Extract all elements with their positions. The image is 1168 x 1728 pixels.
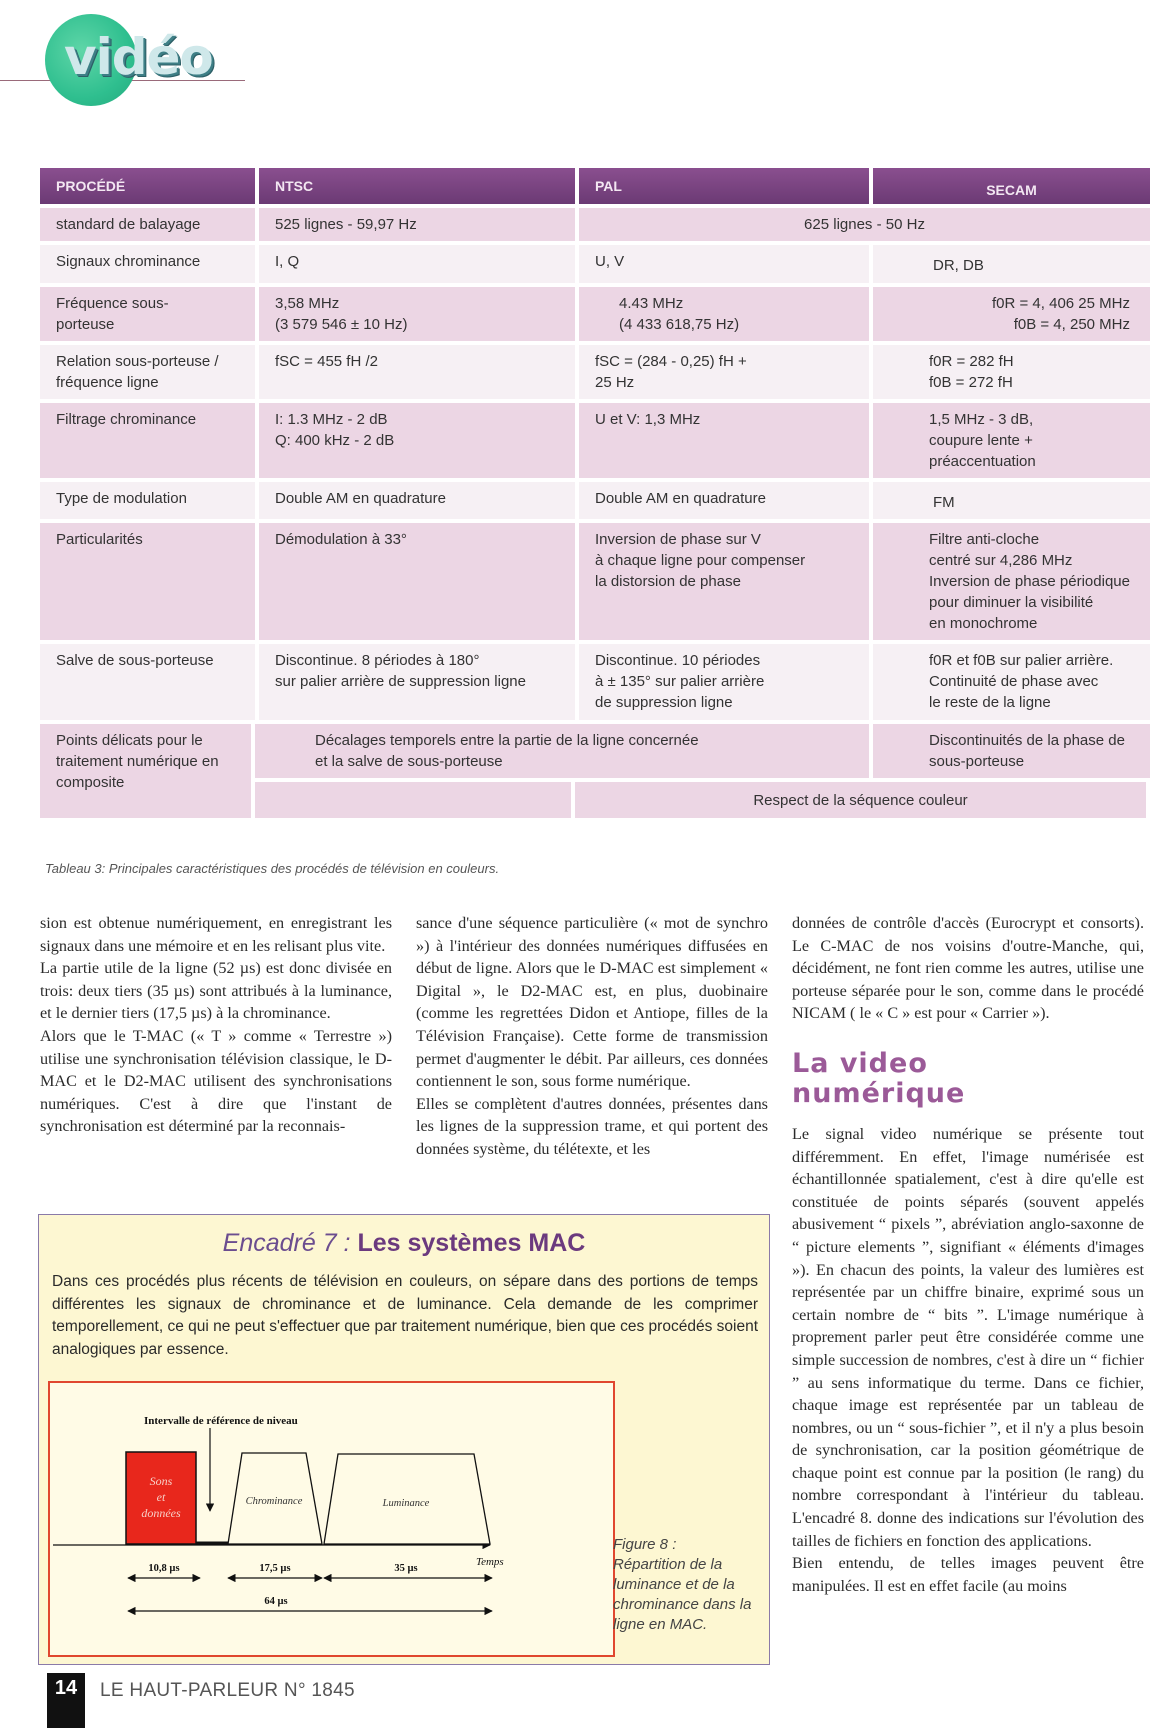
cell-line: f0R = 282 fH	[929, 353, 1014, 370]
row-label	[40, 208, 255, 241]
cell-line: sous-porteuse	[929, 753, 1025, 770]
cell-empty	[255, 782, 571, 818]
header-procede: PROCÉDÉ	[40, 168, 255, 204]
paragraph: Elles se complètent d'autres données, présentes dans les lignes de la suppression trame, et qui portent des données système, du télétexte, et les	[416, 1094, 768, 1158]
row-label	[40, 523, 255, 640]
cell-pal	[579, 403, 869, 478]
cell-line: Continuité de phase avec	[929, 673, 1099, 690]
page-number: 14	[47, 1673, 85, 1728]
text-column-3	[792, 912, 1144, 1597]
cell-secam	[873, 724, 1150, 778]
paragraph: sion est obtenue numériquement, en enregistrant les signaux dans une mémoire et en les relisant plus vite.	[40, 914, 392, 955]
magazine-name: LE HAUT-PARLEUR N° 1845	[100, 1680, 355, 1701]
cell-line: U et V: 1,3 MHz	[595, 411, 701, 428]
cell-line: pour diminuer la visibilité	[929, 594, 1094, 611]
cell-line: en monochrome	[929, 615, 1038, 632]
column-3-paragraph: Bien entendu, de telles images peuvent être manipulées. Il est en effet facile (au moins	[792, 1554, 1144, 1595]
cell-secam	[873, 245, 1150, 283]
row-label	[40, 482, 255, 519]
cell-secam	[873, 644, 1150, 720]
cell-ntsc	[259, 208, 575, 241]
cell-line: la distorsion de phase	[595, 573, 741, 590]
cell-line: U, V	[595, 253, 625, 270]
cell-ntsc	[259, 245, 575, 283]
cell-line: Double AM en quadrature	[595, 490, 766, 507]
cell-line: Inversion de phase périodique	[929, 573, 1130, 590]
cell-line: fSC = (284 - 0,25) fH +	[595, 353, 747, 370]
cell-line: Inversion de phase sur V	[595, 531, 761, 548]
paragraph: La partie utile de la ligne (52 µs) est donc divisée en trois: deux tiers (35 µs) sont attribués à la luminance, et le dernier tiers (17,5 µs) à la chrominance.	[40, 959, 392, 1023]
cell-secam	[873, 403, 1150, 478]
table-caption: Tableau 3: Principales caractéristiques des procédés de télévision en couleurs.	[45, 861, 500, 876]
ref-interval-label: Intervalle de référence de niveau	[144, 1415, 298, 1427]
spec-table	[40, 168, 1150, 822]
merged-cells	[255, 724, 1150, 818]
cell-line: Particularités	[56, 531, 143, 548]
cell-line: Démodulation à 33°	[275, 531, 407, 548]
cell-ntsc	[259, 403, 575, 478]
figure-8-caption	[613, 1535, 763, 1635]
table-body	[40, 208, 1150, 818]
paragraph: Alors que le T-MAC (« T » comme « Terrestre ») utilise une synchronisation télévision classique, le D-MAC et le D2-MAC utilisent des synchronisations numériques. C'est à dire que l'instant de synchronisation est déterminé par la reconnais-	[40, 1026, 392, 1136]
cell-line: le reste de la ligne	[929, 694, 1051, 711]
sidebar-box-mac	[38, 1214, 770, 1665]
mac-line-diagram	[50, 1383, 613, 1655]
cell-ntsc	[259, 287, 575, 341]
cell-pal	[579, 287, 869, 341]
cell-line: de suppression ligne	[595, 694, 733, 711]
cell-line: (3 579 546 ± 10 Hz)	[275, 316, 408, 333]
cell-line: 525 lignes - 59,97 Hz	[275, 216, 417, 233]
cell-line: Discontinuités de la phase de	[929, 732, 1125, 749]
cell-ntsc	[259, 482, 575, 519]
box-title	[39, 1229, 769, 1258]
cell-pal	[579, 644, 869, 720]
header-secam: SECAM	[873, 168, 1150, 204]
section-heading	[792, 1049, 1144, 1109]
cell-ntsc	[259, 345, 575, 399]
table-row	[40, 724, 1150, 818]
cell-line: 625 lignes - 50 Hz	[804, 216, 925, 233]
cell-line: 3,58 MHz	[275, 295, 340, 312]
cell-line: Signaux chrominance	[56, 253, 201, 270]
cell-pal	[579, 345, 869, 399]
cell-pal-secam	[575, 782, 1146, 818]
cell-secam	[873, 345, 1150, 399]
figure-caption-line: chrominance dans la	[613, 1596, 752, 1613]
figure-caption-line: Répartition de la	[613, 1556, 723, 1573]
table-row	[40, 523, 1150, 640]
cell-line: à chaque ligne pour compenser	[595, 552, 806, 569]
table-row	[40, 345, 1150, 399]
cell-line: porteuse	[56, 316, 115, 333]
figure-caption-line: luminance et de la	[613, 1576, 735, 1593]
cell-line: fréquence ligne	[56, 374, 159, 391]
sons-label-3: données	[141, 1506, 181, 1520]
cell-secam	[873, 482, 1150, 519]
cell-line: Double AM en quadrature	[275, 490, 446, 507]
column-3-paragraph: Le signal video numérique se présente tout différemment. En effet, l'image numérisée est échantillonnée spatialement, c'est à dire qu'elle est constituée de points séparés (souvent appelés abusivement “ pixels ”, abréviation anglo-saxonne de “ picture elements ”, signifiant « éléments d'images »). En chacun des points, la valeur des lumières est représentée par un chiffre binaire, exprimé sous un certain nombre de “ bits ”. L'image numérique à proprement parler peut être considérée comme une simple succession de nombres, c'est à dire un “ fichier ” au sens informatique du terme. Dans ce fichier, chaque image est représentée par un tableau de nombres, ou un “ sous-fichier ”, et il n'y a plus besoin de synchronisation, car la position géométrique de chaque point est connue par la position (le rang) du nombre correspondant à l'intérieur du tableau. L'encadré 8. donne des indications sur l'évolution des tailles de fichiers en fonction des applications.	[792, 1124, 1144, 1550]
sons-label-2: et	[156, 1490, 166, 1504]
dim-label-chroma: 17,5 µs	[259, 1563, 291, 1574]
time-axis-label: Temps	[476, 1556, 504, 1568]
cell-line: (4 433 618,75 Hz)	[619, 316, 740, 333]
cell-ntsc	[259, 523, 575, 640]
cell-secam	[873, 287, 1150, 341]
table-row	[40, 245, 1150, 283]
row-label	[40, 724, 251, 818]
sons-label-1: Sons	[149, 1474, 173, 1488]
cell-pal	[579, 482, 869, 519]
header-ntsc: NTSC	[259, 168, 575, 204]
cell-line: f0R = 4, 406 25 MHz	[992, 295, 1130, 312]
cell-line: I, Q	[275, 253, 300, 270]
table-row	[40, 482, 1150, 519]
cell-line: coupure lente +	[929, 432, 1033, 449]
cell-line: Type de modulation	[56, 490, 187, 507]
cell-line: et la salve de sous-porteuse	[315, 753, 503, 770]
header-pal: PAL	[579, 168, 869, 204]
table-row	[40, 287, 1150, 341]
cell-pal	[579, 523, 869, 640]
cell-line: Relation sous-porteuse /	[56, 353, 219, 370]
dim-label-luma: 35 µs	[394, 1563, 418, 1574]
figure-caption-line: Figure 8 :	[613, 1536, 677, 1553]
cell-ntsc	[259, 644, 575, 720]
cell-line: fSC = 455 fH /2	[275, 353, 378, 370]
cell-line: à ± 135° sur palier arrière	[595, 673, 765, 690]
row-label	[40, 345, 255, 399]
cell-line: traitement numérique en	[56, 753, 219, 770]
cell-line: composite	[56, 774, 125, 791]
cell-line: f0B = 272 fH	[929, 374, 1013, 391]
dim-label-sons: 10,8 µs	[148, 1563, 180, 1574]
table-row	[40, 208, 1150, 241]
chrominance-label: Chrominance	[245, 1496, 303, 1507]
cell-pal	[579, 245, 869, 283]
row-label	[40, 287, 255, 341]
box-text: Dans ces procédés plus récents de télévision en couleurs, on sépare dans des portions de temps différentes les signaux de chrominance et de luminance. Cela demande de les comprimer temporellement, ce qui ne peut s'effectuer que par traitement numérique, bien que ces procédés soient analogiques par essence.	[52, 1273, 758, 1358]
cell-line: DR, DB	[933, 257, 984, 274]
cell-line: f0B = 4, 250 MHz	[1013, 316, 1130, 333]
cell-line: Respect de la séquence couleur	[753, 792, 968, 809]
table-header-row	[40, 168, 1150, 204]
cell-line: sur palier arrière de suppression ligne	[275, 673, 526, 690]
paragraph: sance d'une séquence particulière (« mot de synchro ») à l'intérieur des données numériques diffusées en début de ligne. Alors que le D-MAC est simplement « Digital », le D2-MAC est, en plus, duobinaire (comme les regrettées Didon et Antiope, filles de la Télévision Française). Cette forme de transmission permet d'augmenter le débit. Par ailleurs, ces données contiennent le son, sous forme numérique.	[416, 914, 768, 1091]
cell-line: Q: 400 kHz - 2 dB	[275, 432, 395, 449]
figure-caption-line: ligne en MAC.	[613, 1616, 708, 1633]
section-heading-line-1: La video	[792, 1047, 928, 1079]
row-label	[40, 644, 255, 720]
table-row	[40, 644, 1150, 720]
cell-pal-secam	[579, 208, 1150, 241]
row-label	[40, 403, 255, 478]
cell-line: préaccentuation	[929, 453, 1036, 470]
cell-line: centré sur 4,286 MHz	[929, 552, 1073, 569]
dim-label-total: 64 µs	[264, 1596, 288, 1607]
luminance-label: Luminance	[382, 1498, 430, 1509]
cell-secam	[873, 523, 1150, 640]
cell-line: Discontinue. 8 périodes à 180°	[275, 652, 480, 669]
text-column-2	[416, 912, 768, 1161]
cell-line: Filtre anti-cloche	[929, 531, 1040, 548]
cell-line: Discontinue. 10 périodes	[595, 652, 761, 669]
column-3-intro: données de contrôle d'accès (Eurocrypt et consorts). Le C-MAC de nos voisins d'outre-Manche, qui, décidément, ne font rien comme les autres, utilise une porteuse séparée pour le son, comme dans le procédé NICAM ( le « C » est pour « Carrier »).	[792, 914, 1144, 1023]
box-title-main: Les systèmes MAC	[357, 1229, 586, 1257]
cell-line: 25 Hz	[595, 374, 635, 391]
cell-line: Décalages temporels entre la partie de la ligne concernée	[315, 732, 699, 749]
cell-line: FM	[933, 494, 955, 511]
table-row	[40, 403, 1150, 478]
section-heading-line-2: numérique	[792, 1077, 966, 1109]
cell-line: 4.43 MHz	[619, 295, 684, 312]
cell-line: standard de balayage	[56, 216, 201, 233]
cell-ntsc-pal	[255, 724, 869, 778]
cell-line: f0R et f0B sur palier arrière.	[929, 652, 1114, 669]
cell-line: 1,5 MHz - 3 dB,	[929, 411, 1034, 428]
cell-line: Points délicats pour le	[56, 732, 203, 749]
cell-line: Fréquence sous-	[56, 295, 169, 312]
text-column-1	[40, 912, 392, 1138]
cell-line: Salve de sous-porteuse	[56, 652, 214, 669]
rubric-title: vidéo	[64, 28, 213, 86]
figure-8-frame	[48, 1381, 615, 1657]
row-label	[40, 245, 255, 283]
cell-line: Filtrage chrominance	[56, 411, 197, 428]
cell-line: I: 1.3 MHz - 2 dB	[275, 411, 388, 428]
box-title-prefix: Encadré 7 :	[222, 1229, 351, 1257]
